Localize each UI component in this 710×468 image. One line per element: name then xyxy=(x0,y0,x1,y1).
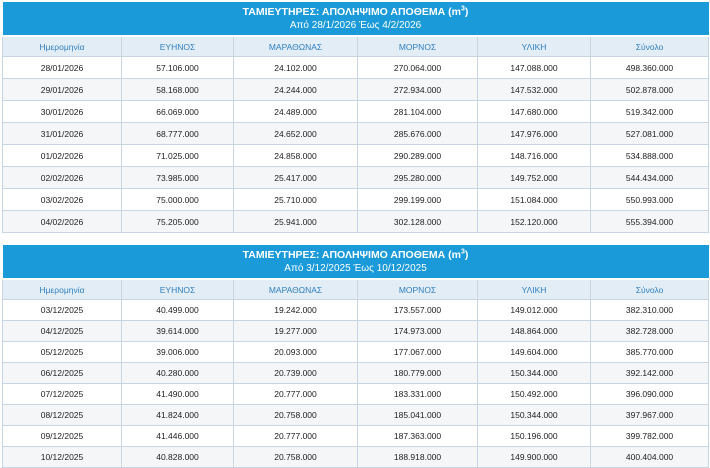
cell-yliki: 150.344.000 xyxy=(478,405,591,426)
cell-evinos: 73.985.000 xyxy=(122,167,234,189)
table-subtitle: Από 3/12/2025 Έως 10/12/2025 xyxy=(284,263,427,274)
cell-mornos: 285.676.000 xyxy=(358,123,478,145)
cell-total: 385.770.000 xyxy=(591,342,709,363)
cell-marathonas: 24.102.000 xyxy=(234,57,358,79)
cell-yliki: 149.752.000 xyxy=(478,167,591,189)
cell-mornos: 180.779.000 xyxy=(358,363,478,384)
cell-mornos: 177.067.000 xyxy=(358,342,478,363)
table-title-banner xyxy=(3,245,709,279)
cell-yliki: 148.716.000 xyxy=(478,145,591,167)
cell-marathonas: 20.739.000 xyxy=(234,363,358,384)
table-row xyxy=(3,426,709,447)
table-row xyxy=(3,405,709,426)
table-title: ΤΑΜΙΕΥΤΗΡΕΣ: ΑΠΟΛΗΨΙΜΟ ΑΠΟΘΕΜΑ $(m^3)$ xyxy=(242,248,469,261)
cell-date: 28/01/2026 xyxy=(3,57,122,79)
col-header-yliki: ΥΛΙΚΗ xyxy=(478,36,591,57)
cell-mornos: 281.104.000 xyxy=(358,101,478,123)
cell-marathonas: 20.777.000 xyxy=(234,426,358,447)
cell-date: 08/12/2025 xyxy=(3,405,122,426)
cell-yliki: 149.604.000 xyxy=(478,342,591,363)
cell-total: 550.993.000 xyxy=(591,189,709,211)
cell-total: 519.342.000 xyxy=(591,101,709,123)
col-header-mornos: ΜΟΡΝΟΣ xyxy=(358,279,478,300)
cell-mornos: 185.041.000 xyxy=(358,405,478,426)
cell-marathonas: 19.277.000 xyxy=(234,321,358,342)
cell-mornos: 174.973.000 xyxy=(358,321,478,342)
cell-marathonas: 20.777.000 xyxy=(234,384,358,405)
cell-total: 498.360.000 xyxy=(591,57,709,79)
col-header-date: Ημερομηνία xyxy=(3,279,122,300)
cell-marathonas: 24.244.000 xyxy=(234,79,358,101)
cell-mornos: 299.199.000 xyxy=(358,189,478,211)
col-header-total: Σύνολο xyxy=(591,279,709,300)
col-header-marathonas: ΜΑΡΑΘΩΝΑΣ xyxy=(234,279,358,300)
cell-yliki: 150.196.000 xyxy=(478,426,591,447)
cell-marathonas: 20.093.000 xyxy=(234,342,358,363)
col-header-total: Σύνολο xyxy=(591,36,709,57)
table-row xyxy=(3,321,709,342)
table-row xyxy=(3,189,709,211)
cell-total: 534.888.000 xyxy=(591,145,709,167)
cell-date: 01/02/2026 xyxy=(3,145,122,167)
table-row xyxy=(3,211,709,233)
cell-marathonas: 24.652.000 xyxy=(234,123,358,145)
cell-mornos: 270.064.000 xyxy=(358,57,478,79)
cell-mornos: 183.331.000 xyxy=(358,384,478,405)
cell-evinos: 75.000.000 xyxy=(122,189,234,211)
col-header-date: Ημερομηνία xyxy=(3,36,122,57)
cell-total: 397.967.000 xyxy=(591,405,709,426)
col-header-marathonas: ΜΑΡΑΘΩΝΑΣ xyxy=(234,36,358,57)
cell-mornos: 187.363.000 xyxy=(358,426,478,447)
reservoir-table-1 xyxy=(2,2,709,233)
cell-date: 03/02/2026 xyxy=(3,189,122,211)
table-row xyxy=(3,384,709,405)
cell-yliki: 147.976.000 xyxy=(478,123,591,145)
cell-yliki: 147.088.000 xyxy=(478,57,591,79)
col-header-mornos: ΜΟΡΝΟΣ xyxy=(358,36,478,57)
cell-marathonas: 19.242.000 xyxy=(234,300,358,321)
cell-date: 03/12/2025 xyxy=(3,300,122,321)
cell-date: 02/02/2026 xyxy=(3,167,122,189)
cell-total: 544.434.000 xyxy=(591,167,709,189)
cell-date: 31/01/2026 xyxy=(3,123,122,145)
cell-marathonas: 24.489.000 xyxy=(234,101,358,123)
cell-date: 10/12/2025 xyxy=(3,447,122,468)
cell-marathonas: 24.858.000 xyxy=(234,145,358,167)
cell-date: 05/12/2025 xyxy=(3,342,122,363)
cell-evinos: 40.828.000 xyxy=(122,447,234,468)
cell-total: 382.310.000 xyxy=(591,300,709,321)
cell-total: 382.728.000 xyxy=(591,321,709,342)
cell-date: 07/12/2025 xyxy=(3,384,122,405)
cell-total: 399.782.000 xyxy=(591,426,709,447)
cell-date: 09/12/2025 xyxy=(3,426,122,447)
col-header-evinos: ΕΥΗΝΟΣ xyxy=(122,36,234,57)
cell-date: 29/01/2026 xyxy=(3,79,122,101)
cell-evinos: 39.006.000 xyxy=(122,342,234,363)
table-row xyxy=(3,342,709,363)
cell-date: 04/12/2025 xyxy=(3,321,122,342)
cell-yliki: 150.344.000 xyxy=(478,363,591,384)
cell-evinos: 40.280.000 xyxy=(122,363,234,384)
cell-evinos: 41.490.000 xyxy=(122,384,234,405)
cell-mornos: 188.918.000 xyxy=(358,447,478,468)
cell-marathonas: 25.417.000 xyxy=(234,167,358,189)
cell-yliki: 150.492.000 xyxy=(478,384,591,405)
cell-yliki: 149.900.000 xyxy=(478,447,591,468)
cell-evinos: 58.168.000 xyxy=(122,79,234,101)
cell-date: 30/01/2026 xyxy=(3,101,122,123)
cell-yliki: 148.864.000 xyxy=(478,321,591,342)
table-row xyxy=(3,57,709,79)
table-row xyxy=(3,363,709,384)
cell-evinos: 39.614.000 xyxy=(122,321,234,342)
table-row xyxy=(3,447,709,468)
cell-total: 527.081.000 xyxy=(591,123,709,145)
table-row xyxy=(3,123,709,145)
cell-marathonas: 25.710.000 xyxy=(234,189,358,211)
cell-evinos: 66.069.000 xyxy=(122,101,234,123)
table-subtitle: Από 28/1/2026 Έως 4/2/2026 xyxy=(289,20,422,31)
table-row xyxy=(3,167,709,189)
cell-date: 06/12/2025 xyxy=(3,363,122,384)
table-title: ΤΑΜΙΕΥΤΗΡΕΣ: ΑΠΟΛΗΨΙΜΟ ΑΠΟΘΕΜΑ $(m^3)$ xyxy=(242,5,469,18)
table-row xyxy=(3,300,709,321)
cell-date: 04/02/2026 xyxy=(3,211,122,233)
cell-mornos: 173.557.000 xyxy=(358,300,478,321)
cell-yliki: 152.120.000 xyxy=(478,211,591,233)
cell-total: 555.394.000 xyxy=(591,211,709,233)
table-row xyxy=(3,79,709,101)
table-row xyxy=(3,145,709,167)
cell-evinos: 41.446.000 xyxy=(122,426,234,447)
cell-marathonas: 20.758.000 xyxy=(234,447,358,468)
cell-yliki: 147.532.000 xyxy=(478,79,591,101)
cell-total: 502.878.000 xyxy=(591,79,709,101)
cell-mornos: 272.934.000 xyxy=(358,79,478,101)
cell-marathonas: 25.941.000 xyxy=(234,211,358,233)
cell-evinos: 40.499.000 xyxy=(122,300,234,321)
cell-yliki: 149.012.000 xyxy=(478,300,591,321)
cell-mornos: 295.280.000 xyxy=(358,167,478,189)
cell-yliki: 147.680.000 xyxy=(478,101,591,123)
cell-evinos: 41.824.000 xyxy=(122,405,234,426)
cell-yliki: 151.084.000 xyxy=(478,189,591,211)
cell-total: 396.090.000 xyxy=(591,384,709,405)
cell-evinos: 71.025.000 xyxy=(122,145,234,167)
col-header-yliki: ΥΛΙΚΗ xyxy=(478,279,591,300)
reservoir-table-2 xyxy=(2,245,709,468)
table-row xyxy=(3,101,709,123)
cell-mornos: 302.128.000 xyxy=(358,211,478,233)
cell-total: 400.404.000 xyxy=(591,447,709,468)
cell-evinos: 68.777.000 xyxy=(122,123,234,145)
cell-marathonas: 20.758.000 xyxy=(234,405,358,426)
col-header-evinos: ΕΥΗΝΟΣ xyxy=(122,279,234,300)
header-row xyxy=(3,279,709,300)
cell-total: 392.142.000 xyxy=(591,363,709,384)
header-row xyxy=(3,36,709,57)
cell-mornos: 290.289.000 xyxy=(358,145,478,167)
cell-evinos: 75.205.000 xyxy=(122,211,234,233)
cell-evinos: 57.106.000 xyxy=(122,57,234,79)
table-title-banner xyxy=(3,2,709,36)
